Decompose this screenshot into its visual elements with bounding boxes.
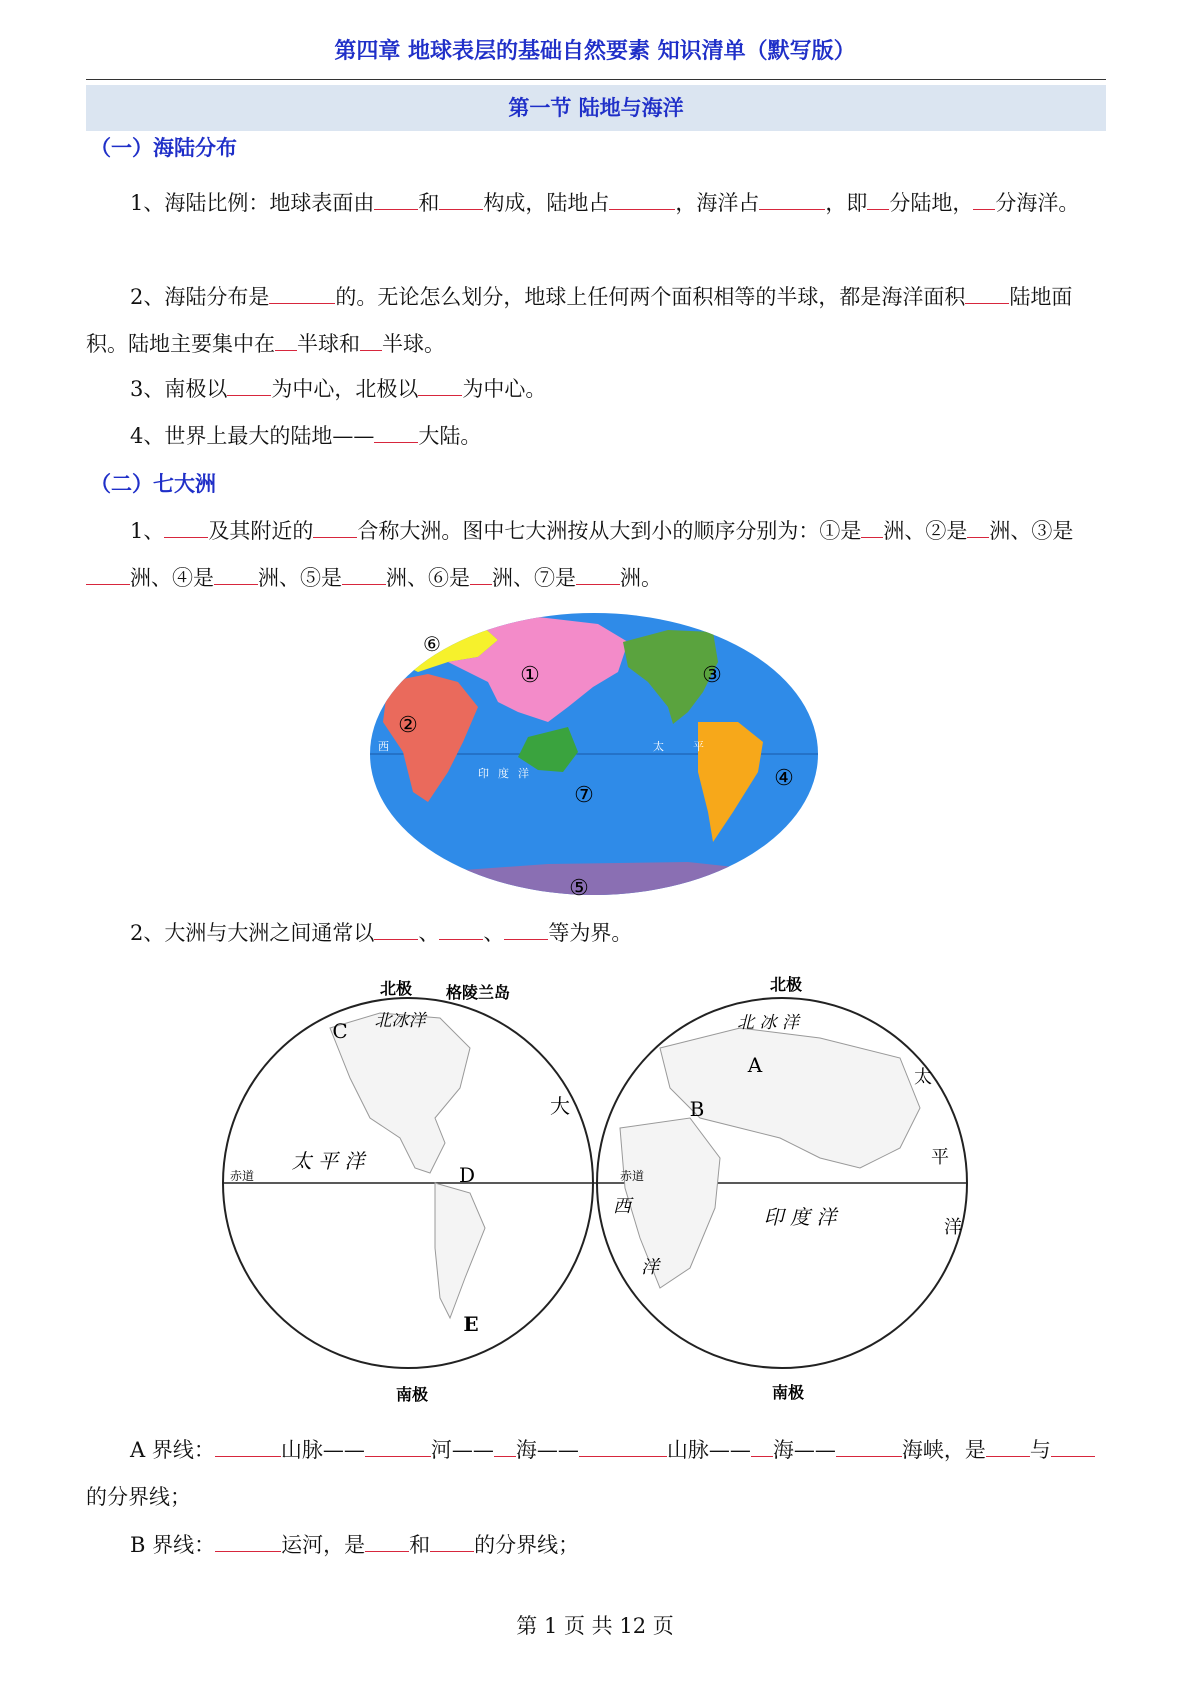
blank[interactable] bbox=[973, 191, 995, 210]
page-title: 第四章 地球表层的基础自然要素 知识清单（默写版） bbox=[334, 39, 856, 64]
hemisphere-map bbox=[220, 968, 980, 1408]
blank[interactable] bbox=[430, 1533, 474, 1552]
blank[interactable] bbox=[374, 921, 418, 940]
marker-7: ⑦ bbox=[574, 783, 594, 808]
paragraph-boundary-b: B 界线： 运河，是 和 的分界线； bbox=[130, 1533, 580, 1557]
blank[interactable] bbox=[269, 285, 335, 304]
marker-d: D bbox=[458, 1163, 476, 1187]
equator-label: 赤道 bbox=[229, 1169, 255, 1183]
south-pole-label: 南极 bbox=[771, 1383, 805, 1402]
blank[interactable] bbox=[164, 519, 208, 538]
blank[interactable] bbox=[579, 1438, 667, 1457]
ocean-label: 西 bbox=[613, 1196, 631, 1217]
blank[interactable] bbox=[470, 566, 492, 585]
ocean-label: 平 bbox=[931, 1147, 949, 1168]
blank[interactable] bbox=[494, 1438, 516, 1457]
blank[interactable] bbox=[967, 519, 989, 538]
blank[interactable] bbox=[86, 566, 130, 585]
blank[interactable] bbox=[986, 1438, 1030, 1457]
blank[interactable] bbox=[439, 921, 483, 940]
blank[interactable] bbox=[227, 377, 271, 396]
marker-1: ① bbox=[520, 663, 540, 688]
blank[interactable] bbox=[504, 921, 548, 940]
ocean-label: 度 bbox=[498, 767, 509, 780]
marker-b: B bbox=[689, 1097, 705, 1121]
south-pole-label: 南极 bbox=[395, 1385, 429, 1404]
indian-ocean-label: 印 度 洋 bbox=[763, 1205, 837, 1229]
pacific-ocean-label: 太 平 洋 bbox=[291, 1149, 365, 1173]
blank[interactable] bbox=[965, 285, 1009, 304]
blank[interactable] bbox=[1051, 1438, 1095, 1457]
blank[interactable] bbox=[360, 332, 382, 351]
marker-6: ⑥ bbox=[423, 632, 441, 656]
paragraph-land-sea-ratio: 1、海陆比例：地球表面由 和 构成，陆地占 ，海洋占 ，即 分陆地， 分海洋。 bbox=[130, 191, 1080, 215]
equator-label: 赤道 bbox=[619, 1169, 645, 1183]
arctic-ocean-label: 北 冰 洋 bbox=[737, 1013, 799, 1033]
blank[interactable] bbox=[751, 1438, 773, 1457]
arctic-ocean-label: 北冰洋 bbox=[374, 1011, 426, 1031]
blank[interactable] bbox=[418, 377, 462, 396]
blank[interactable] bbox=[365, 1438, 431, 1457]
blank[interactable] bbox=[374, 424, 418, 443]
blank[interactable] bbox=[215, 1533, 281, 1552]
paragraph-boundaries: 2、大洲与大洲之间通常以 、 、 等为界。 bbox=[130, 921, 633, 945]
marker-c: C bbox=[332, 1019, 348, 1043]
marker-a: A bbox=[747, 1053, 763, 1077]
ocean-label: 洋 bbox=[518, 767, 529, 780]
greenland-label: 格陵兰岛 bbox=[445, 983, 511, 1002]
ocean-label: 西 bbox=[378, 740, 389, 753]
blank[interactable] bbox=[214, 566, 258, 585]
blank[interactable] bbox=[836, 1438, 902, 1457]
title-divider bbox=[86, 79, 1106, 80]
marker-e: E bbox=[463, 1312, 479, 1336]
blank[interactable] bbox=[374, 191, 418, 210]
ocean-label: 太 bbox=[653, 740, 664, 753]
subheading-seven-continents: （二）七大洲 bbox=[90, 472, 216, 496]
blank[interactable] bbox=[759, 191, 825, 210]
blank[interactable] bbox=[342, 566, 386, 585]
world-map bbox=[368, 612, 820, 896]
blank[interactable] bbox=[215, 1438, 281, 1457]
north-pole-label: 北极 bbox=[379, 979, 413, 998]
ocean-label: 平 bbox=[693, 740, 704, 753]
paragraph-distribution: 2、海陆分布是 的。无论怎么划分，地球上任何两个面积相等的半球，都是海洋面积 陆地面积。陆地主要集中在 半球和 半球。 bbox=[86, 285, 1073, 356]
ocean-label: 洋 bbox=[641, 1257, 659, 1278]
blank[interactable] bbox=[609, 191, 675, 210]
ocean-label: 太 bbox=[914, 1067, 932, 1088]
paragraph-continents: 1、 及其附近的 合称大洲。图中七大洲按从大到小的顺序分别为：①是 洲、②是 洲、③是洲、④是 洲、⑤是 洲、⑥是 洲、⑦是 洲。 bbox=[86, 508, 1106, 602]
ocean-label: 洋 bbox=[944, 1217, 962, 1238]
blank[interactable] bbox=[365, 1533, 409, 1552]
paragraph-largest-land: 4、世界上最大的陆地—— 大陆。 bbox=[130, 424, 482, 448]
ocean-label: 大 bbox=[550, 1094, 570, 1118]
section-title: 第一节 陆地与海洋 bbox=[86, 85, 1106, 131]
marker-2: ② bbox=[398, 713, 418, 738]
marker-4: ④ bbox=[774, 766, 794, 791]
paragraph-boundary-a: A 界线： 山脉—— 河—— 海—— 山脉—— 海—— 海峡，是 与的分界线； bbox=[86, 1427, 1106, 1521]
subheading-land-sea: （一）海陆分布 bbox=[90, 136, 237, 160]
marker-3: ③ bbox=[702, 663, 722, 688]
blank[interactable] bbox=[861, 519, 883, 538]
blank[interactable] bbox=[576, 566, 620, 585]
blank[interactable] bbox=[439, 191, 483, 210]
north-pole-label: 北极 bbox=[769, 975, 803, 994]
page-footer: 第 1 页 共 12 页 bbox=[516, 1614, 674, 1638]
ocean-label: 印 bbox=[478, 767, 489, 780]
blank[interactable] bbox=[275, 332, 297, 351]
blank[interactable] bbox=[867, 191, 889, 210]
blank[interactable] bbox=[313, 519, 357, 538]
marker-5: ⑤ bbox=[569, 876, 589, 896]
paragraph-poles: 3、南极以 为中心，北极以 为中心。 bbox=[130, 377, 547, 401]
